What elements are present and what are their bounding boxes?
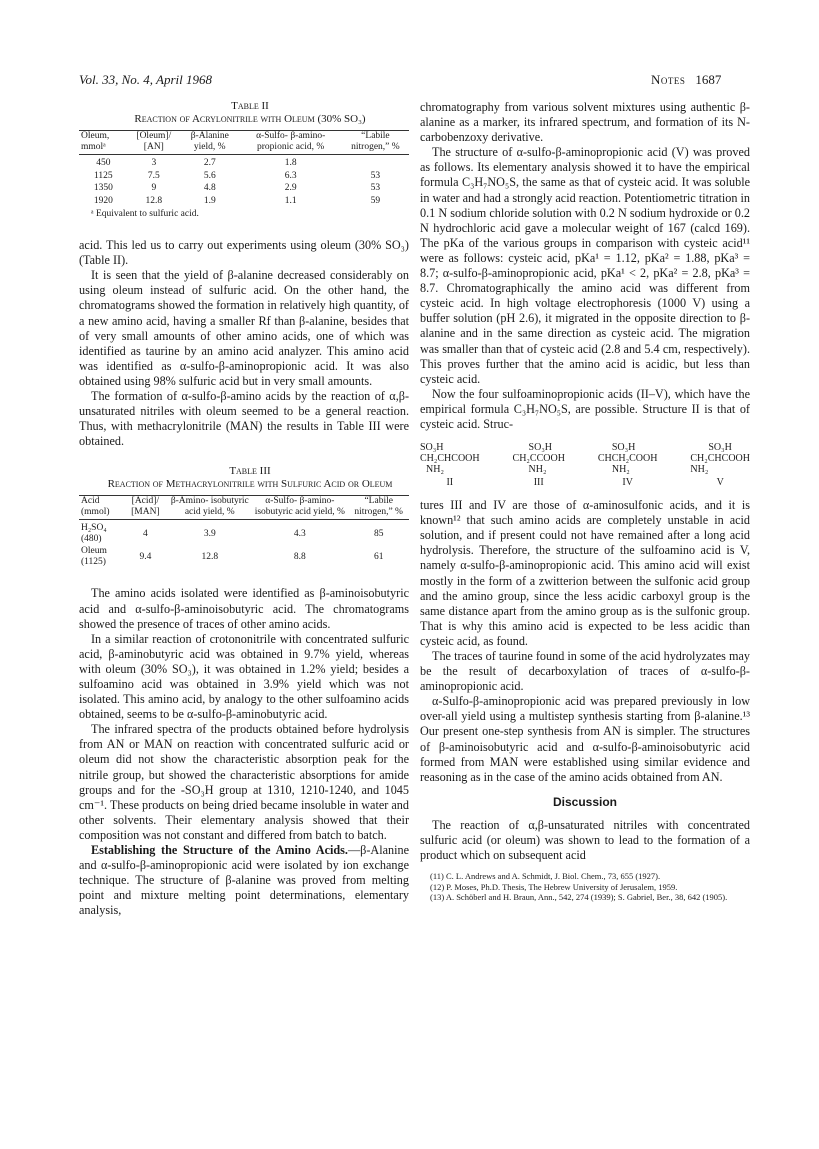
table-cell: 4.3 <box>293 528 306 539</box>
table-cell: 1.8 <box>284 158 297 168</box>
paragraph: The structure of α-sulfo-β-aminopropionic acid (V) was proved as follows. Its elementary analysis showed it to have the empirical formula C₃H₇NO₅S, the same as that of cysteic acid. It was soluble in water and had a strongly acid reaction. Potentiometric titration in 0.1 N sodium chloride solution with 0.2 N sodium hydroxide or 0.2 N hydrochloric acid gave a molecular weight of 167 (calcd 169). The pKa of the various groups in comparison with cysteic acid¹¹ were as follows: cysteic acid, pKa¹ = 1.12, pKa² = 1.88, pKa³ = 8.7; α-sulfo-β-aminopropionic acid, pKa¹ < 2, pKa² = 2.8, pKa³ = 8.7. Chromatographically the amino acid was different from cysteic acid. In high voltage electrophoresis (1000 V) using a buffer solution (pH 2.6), it migrated in the opposite direction to β-alanine and in the same direction as cysteic acid. The migration was smaller than that of cysteic acid (2.8 and 5.4 cm, respectively). This proves further that the amino acid is acidic, but less than cysteic acid. <box>420 145 750 386</box>
table2-title: Reaction of Acrylonitrile with Oleum (30% SO₃) <box>134 113 366 125</box>
table-cell: 1920 <box>93 195 113 206</box>
structure-ii <box>420 442 480 488</box>
table2-header-row <box>79 131 409 155</box>
table2 <box>79 130 409 207</box>
paragraph: The traces of taurine found in some of the acid hydrolyzates may be the result of decarboxylation of traces of α-sulfo-β-aminopropionic acid. <box>420 649 750 694</box>
paragraph: It is seen that the yield of β-alanine decreased considerably on using oleum instead of sulfuric acid. On the other hand, the chromatograms showed the formation in relatively high quantity, of a new amino acid, having a smaller Rf than β-alanine, besides that of very small amounts of other amino acids, one of which was identified as taurine by an amino acid analyzer. This amino acid was identified as α-sulfo-β-aminopropionic acid. It was also obtained using 98% sulfuric acid but in very small amounts. <box>79 268 409 388</box>
table-cell: 12.8 <box>201 551 219 562</box>
table-cell: 5.6 <box>203 170 216 181</box>
structure-substituent: SO₃H <box>611 442 636 454</box>
paragraph: The reaction of α,β-unsaturated nitriles with concentrated sulfuric acid (or oleum) was shown to lead to the formation of a product which on subsequent acid <box>420 817 750 863</box>
section-heading: Establishing the Structure of the Amino Acids. <box>91 843 348 857</box>
structure-amine: NH₂ <box>690 464 709 476</box>
discussion-heading: Discussion <box>552 794 618 809</box>
paragraph: tures III and IV are those of α-aminosulfonic acids, and it is known¹² that such amino acids are completely unstable in acid solution, and if present could not have remained after a long acid hydrolysis. Therefore, the structure of the sulfoamino acid is V, namely α-sulfo-β-aminopropionic acid. This amino acid will exist mostly in the form of a zwitterion between the sulfonic acid group and the amino group, since the less acidic carboxyl group is the same distance apart from the amino group as is the sulfonic group. That is why this amino acid is expected to be less acidic than cysteic acid, as found. <box>420 498 750 648</box>
table-cell: 59 <box>370 195 381 206</box>
structure-amine: NH₂ <box>528 464 547 476</box>
structure-number: V <box>716 477 724 489</box>
table-cell: Oleum (1125) <box>81 546 107 567</box>
paragraph: Now the four sulfoaminopropionic acids (II–V), which have the empirical formula C₃H₇NO₅S, are possible. Structure II is that of cysteic acid. Struc- <box>420 386 750 431</box>
table-cell: 53 <box>370 183 381 193</box>
reference-item: (11) C. L. Andrews and A. Schmidt, J. Biol. Chem., 73, 655 (1927). <box>430 871 661 882</box>
paragraph: In a similar reaction of crotononitrile with concentrated sulfuric acid, β-aminobutyric acid was obtained in 9.7% yield, whereas with oleum (30% SO₃), it was obtained in 1.2% yield; besides a sulfoamino acid was obtained in 3.9% yield which was not isolated. This amino acid, by analogy to the other sulfoamino acids obtained, seems to be α-sulfo-β-aminobutyric acid. <box>79 631 409 722</box>
table2-footnote: ᵃ Equivalent to sulfuric acid. <box>91 209 199 219</box>
table-cell: 6.3 <box>284 170 297 181</box>
structure-iv <box>598 442 658 488</box>
table2-col-header: β-Alanine yield, % <box>180 131 239 155</box>
table-row <box>79 520 409 546</box>
table-cell: 2.9 <box>284 183 297 193</box>
table-row <box>79 545 409 568</box>
table3-col-header: Acid (mmol) <box>79 496 123 520</box>
structure-iii <box>513 442 565 488</box>
table-cell: 3 <box>151 158 157 168</box>
table-cell: H₂SO₄ (480) <box>81 523 107 544</box>
structure-number: III <box>533 477 544 489</box>
table-cell: 7.5 <box>147 170 160 181</box>
structure-amine: NH₂ <box>611 464 630 476</box>
table-cell: 2.7 <box>203 158 216 168</box>
table3-col-header: β-Amino- isobutyric acid yield, % <box>168 496 251 520</box>
table-cell: 85 <box>373 528 384 539</box>
structure-number: IV <box>622 477 633 489</box>
table2-col-header: Oleum, mmolᵃ <box>79 131 128 155</box>
table-cell: 1.9 <box>203 195 216 206</box>
left-column <box>79 100 409 918</box>
table3-title: Reaction of Methacrylonitrile with Sulfuric Acid or Oleum <box>107 478 393 491</box>
table-cell: 9 <box>151 183 157 193</box>
page-number: 1687 <box>695 72 722 87</box>
structure-backbone: CH₂CCOOH <box>512 453 565 465</box>
table-cell: 8.8 <box>293 551 306 562</box>
structure-backbone: CH₂CHCOOH <box>690 453 750 465</box>
table3-label: Table III <box>229 465 271 478</box>
table-cell: 1350 <box>93 183 113 193</box>
table-row <box>79 155 409 170</box>
table-cell: 3.9 <box>203 528 216 539</box>
table-cell: 9.4 <box>139 551 152 562</box>
structure-backbone: CHCH₂COOH <box>597 453 658 465</box>
structure-substituent: SO₃H <box>420 442 444 454</box>
structure-amine: NH₂ <box>426 464 444 476</box>
table-cell: 4.8 <box>203 183 216 193</box>
paragraph-text: —β-Alanine and α-sulfo-β-aminopropionic acid were isolated by ion exchange technique. The structure of β-alanine was proved from melting point and mixture melting point determinations, elementary analysis, <box>79 843 409 918</box>
table3-col-header: [Acid]/ [MAN] <box>123 496 169 520</box>
structure-substituent: SO₃H <box>708 442 732 454</box>
structure-v <box>690 442 750 488</box>
table-cell: 1.1 <box>284 195 297 206</box>
table2-col-header: α-Sulfo- β-amino- propionic acid, % <box>240 131 342 155</box>
table-cell: 1125 <box>93 170 113 181</box>
right-column <box>420 100 750 903</box>
reference-item: (13) A. Schöberl and H. Braun, Ann., 542, 274 (1939); S. Gabriel, Ber., 38, 642 (1905). <box>430 892 728 903</box>
table2-col-header: [Oleum]/ [AN] <box>128 131 180 155</box>
structure-backbone: CH₂CHCOOH <box>420 453 480 465</box>
paragraph: The amino acids isolated were identified as β-aminoisobutyric acid and α-sulfo-β-aminoisobutyric acid. The chromatograms showed the presence of traces of other amino acids. <box>79 586 409 631</box>
table-row <box>79 170 409 183</box>
table-cell: 12.8 <box>145 195 163 206</box>
table2-label: Table II <box>231 100 269 112</box>
table3-header-row <box>79 496 409 520</box>
reference-item: (12) P. Moses, Ph.D. Thesis, The Hebrew University of Jerusalem, 1959. <box>430 881 678 892</box>
structure-substituent: SO₃H <box>528 442 553 454</box>
table-row <box>79 195 409 208</box>
table-row <box>79 182 409 195</box>
table-cell: 53 <box>370 170 381 181</box>
table3-col-header: “Labile nitrogen,” % <box>348 496 409 520</box>
paragraph <box>79 843 409 918</box>
chemical-structures <box>420 442 750 488</box>
paragraph: chromatography from various solvent mixtures using authentic β-alanine as a marker, its infrared spectrum, and formation of its N-carbobenzoxy derivative. <box>420 100 750 145</box>
section-name: Notes <box>651 72 686 87</box>
table3 <box>79 495 409 568</box>
table-cell: 450 <box>96 158 111 168</box>
paragraph: The formation of α-sulfo-β-amino acids by the reaction of α,β-unsaturated nitriles with oleum seemed to be a general reaction. Thus, with methacrylonitrile (MAN) the results in Table III were obtained. <box>79 389 409 449</box>
references <box>420 871 750 903</box>
running-header-right <box>651 72 721 88</box>
table-cell: 4 <box>143 528 148 539</box>
table-cell <box>342 155 409 170</box>
paragraph: acid. This led us to carry out experiments using oleum (30% SO₃) (Table II). <box>79 238 409 268</box>
table3-col-header: α-Sulfo- β-amino- isobutyric acid yield, % <box>251 496 348 520</box>
structure-number: II <box>446 477 454 489</box>
paragraph: The infrared spectra of the products obtained before hydrolysis from AN or MAN on reaction with concentrated sulfuric acid or oleum did not show the characteristic absorption peak for the nitrile group, but showed the characteristic absorptions for amide groups and for the -SO₃H group at 1310, 1210-1240, and 1045 cm⁻¹. These products on being dried became insoluble in water and other solvents. Their elementary analysis showed that their composition was not constant and differed from batch to batch. <box>79 722 409 842</box>
table-cell: 61 <box>373 551 384 562</box>
table2-col-header: “Labile nitrogen,” % <box>342 131 409 155</box>
paragraph: α-Sulfo-β-aminopropionic acid was prepared previously in low over-all yield using a multistep synthesis starting from β-alanine.¹³ Our present one-step synthesis from AN is simpler. The structures of β-aminoisobutyric acid and α-sulfo-β-aminoisobutyric acid formed from MAN were established using similar evidence and reasoning as in the case of the amino acids obtained from AN. <box>420 694 750 784</box>
running-header-journal: Vol. 33, No. 4, April 1968 <box>79 72 213 87</box>
